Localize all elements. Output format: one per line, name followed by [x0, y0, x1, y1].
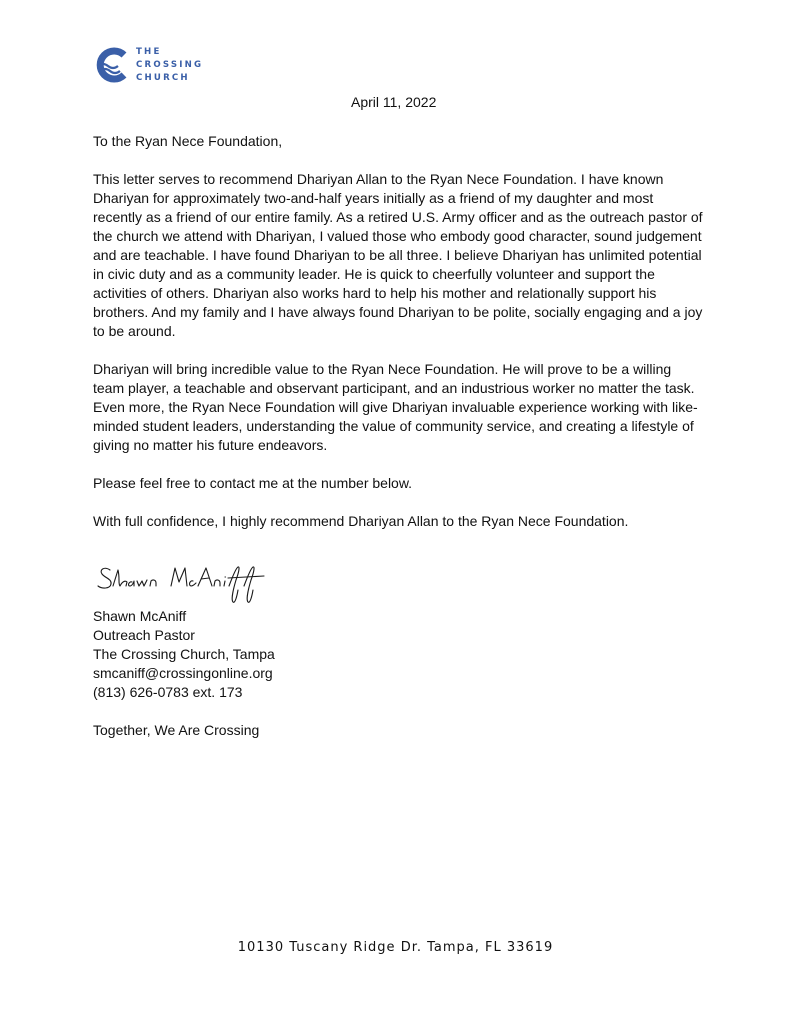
letter-date: April 11, 2022: [351, 94, 437, 110]
logo-line-1: THE: [136, 46, 162, 57]
body-paragraph-3: Please feel free to contact me at the number below.: [93, 475, 413, 491]
signer-email: smcaniff@crossingonline.org: [93, 665, 273, 681]
signer-organization: The Crossing Church, Tampa: [93, 646, 275, 662]
logo-line-2: CROSSING: [136, 59, 204, 70]
church-logo: [94, 45, 203, 85]
body-paragraph-4: With full confidence, I highly recommend Dhariyan Allan to the Ryan Nece Foundation.: [93, 513, 629, 529]
body-paragraph-2: Dhariyan will bring incredible value to the Ryan Nece Foundation. He will prove to be a willing team player, a teachable and observant participant, and an industrious worker no matter the task. Even more, the Ryan Nece Foundation will give Dhariyan invaluable experience working with like-minded student leaders, understanding the value of community service, and creating a lifestyle of giving no matter his future endeavors.: [93, 361, 698, 453]
signature-block: [93, 607, 275, 702]
signer-phone: (813) 626-0783 ext. 173: [93, 684, 243, 700]
handwritten-signature: [96, 560, 271, 606]
signer-name: Shawn McAniff: [93, 608, 187, 624]
signer-title: Outreach Pastor: [93, 627, 195, 643]
closing-tagline: Together, We Are Crossing: [93, 722, 260, 738]
salutation: To the Ryan Nece Foundation,: [93, 133, 283, 149]
body-paragraph-1: This letter serves to recommend Dhariyan Allan to the Ryan Nece Foundation. I have known Dhariyan for approximately two-and-half years initially as a friend of my daughter and most recently as a friend of our entire family. As a retired U.S. Army officer and as the outreach pastor of the church we attend with Dhariyan, I valued those who embody good character, sound judgement and are teachable. I have found Dhariyan to be all three. I believe Dhariyan has unlimited potential in civic duty and as a community leader. He is quick to cheerfully volunteer and support the activities of others. Dhariyan also works hard to help his mother and relationally support his brothers. And my family and I have always found Dhariyan to be polite, socially engaging and a joy to be around.: [93, 171, 703, 339]
footer-address: 10130 Tuscany Ridge Dr. Tampa, FL 33619: [237, 940, 554, 955]
letter-body: [93, 132, 703, 550]
logo-line-3: CHURCH: [136, 72, 190, 83]
logo-wordmark: [136, 46, 203, 85]
crossing-logo-icon: [94, 45, 130, 85]
